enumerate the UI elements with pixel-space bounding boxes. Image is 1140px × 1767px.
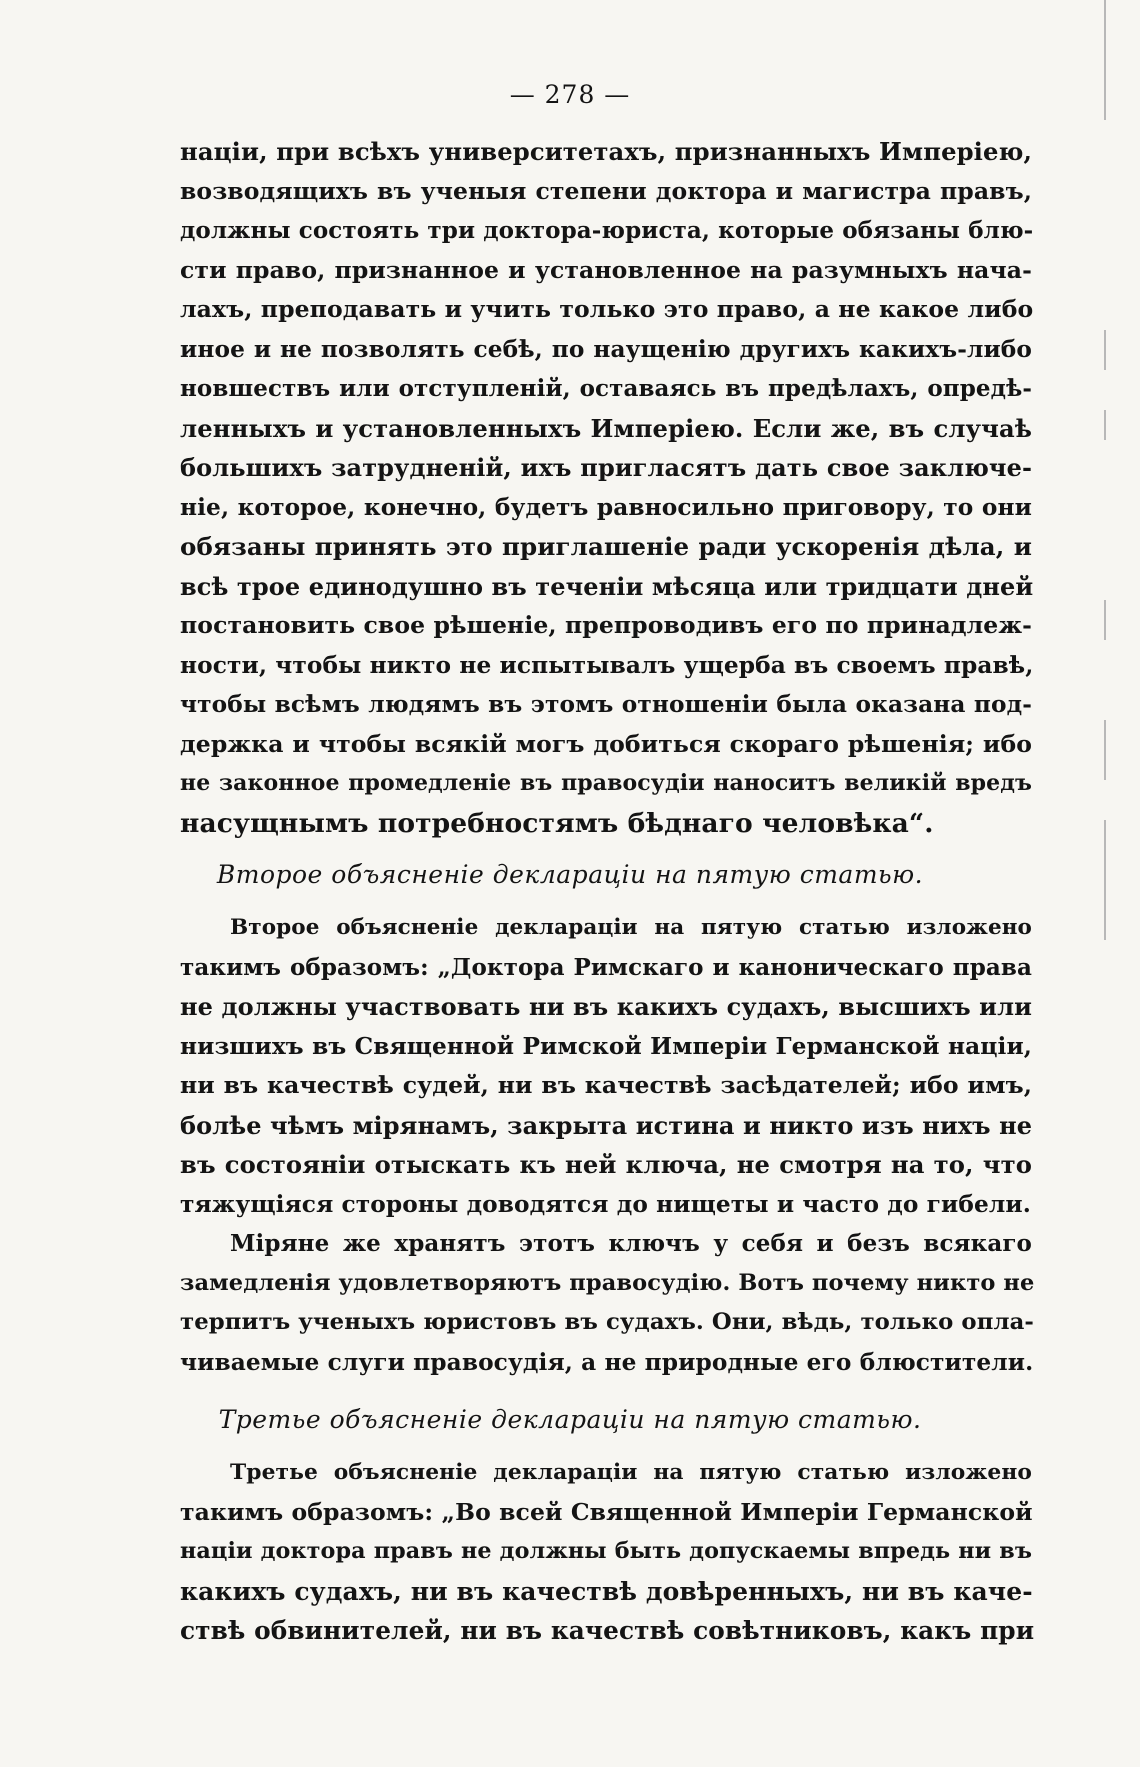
text-line: новшествъ или отступленій, оставаясь въ предѣлахъ, опредѣ- — [180, 375, 1032, 402]
section-heading-third-explanation: Третье объясненіе деклараціи на пятую статью. — [218, 1405, 922, 1434]
text-line: ни въ качествѣ судей, ни въ качествѣ засѣдателей; ибо имъ, — [180, 1071, 1032, 1099]
text-line: чиваемые слуги правосудія, а не природные его блюстители. — [180, 1348, 1034, 1376]
paragraph-4 — [180, 1453, 1035, 1651]
text-line: въ состояніи отыскать къ ней ключа, не смотря на то, что — [180, 1150, 1032, 1179]
scan-edge-mark — [1104, 820, 1106, 940]
text-line: ніе, которое, конечно, будетъ равносильно приговору, то они — [180, 493, 1032, 521]
text-line: болѣе чѣмъ мірянамъ, закрыта истина и никто изъ нихъ не — [180, 1110, 1033, 1140]
text-line: ствѣ обвинителей, ни въ качествѣ совѣтниковъ, какъ при — [180, 1616, 1035, 1645]
text-line: какихъ судахъ, ни въ качествѣ довѣренныхъ, ни въ каче- — [180, 1576, 1033, 1606]
text-line: постановить свое рѣшеніе, препроводивъ его по принадлеж- — [180, 611, 1032, 639]
text-line: всѣ трое единодушно въ теченіи мѣсяца или тридцати дней — [180, 571, 1034, 601]
text-line: не законное промедленіе въ правосудіи наноситъ великій вредъ — [180, 770, 1032, 796]
paragraph-1 — [180, 132, 1032, 843]
text-line: такимъ образомъ: „Во всей Священной Имперіи Германской — [180, 1497, 1033, 1526]
scan-edge-mark — [1104, 720, 1106, 780]
text-line: обязаны принять это приглашеніе ради ускоренія дѣла, и — [180, 532, 1032, 561]
text-line: ности, чтобы никто не испытывалъ ущерба въ своемъ правѣ, — [180, 651, 1034, 679]
text-line: иное и не позволять себѣ, по наущенію другихъ какихъ-либо — [180, 335, 1032, 363]
text-line: терпитъ ученыхъ юристовъ въ судахъ. Они, вѣдь, только опла- — [180, 1309, 1034, 1335]
text-line: Третье объясненіе деклараціи на пятую статью изложено — [230, 1460, 1032, 1485]
text-line: насущнымъ потребностямъ бѣднаго человѣка“. — [180, 807, 934, 839]
text-line: Второе объясненіе деклараціи на пятую статью изложено — [230, 915, 1032, 940]
scan-edge-mark — [1104, 600, 1106, 640]
text-line: такимъ образомъ: „Доктора Римскаго и каноническаго права — [180, 953, 1032, 981]
text-line: націи, при всѣхъ университетахъ, признанныхъ Имперіею, — [180, 137, 1032, 166]
text-line: сти право, признанное и установленное на разумныхъ нача- — [180, 255, 1032, 284]
scan-edge-mark — [1104, 410, 1106, 440]
scan-edge-mark — [1104, 0, 1106, 120]
section-heading-second-explanation: Второе объясненіе деклараціи на пятую статью. — [216, 860, 924, 889]
text-line: не должны участвовать ни въ какихъ судахъ, высшихъ или — [180, 992, 1032, 1021]
text-line: должны состоять три доктора-юриста, которые обязаны блю- — [180, 217, 1034, 244]
text-line: возводящихъ въ ученыя степени доктора и магистра правъ, — [180, 176, 1032, 205]
text-line: замедленія удовлетворяютъ правосудію. Вотъ почему никто не — [180, 1269, 1035, 1296]
text-line: низшихъ въ Священной Римской Имперіи Германской націи, — [180, 1032, 1032, 1060]
text-line: лахъ, преподавать и учить только это право, а не какое либо — [180, 295, 1034, 323]
paragraph-2 — [180, 908, 1032, 1224]
text-line: ленныхъ и установленныхъ Имперіею. Если же, въ случаѣ — [180, 413, 1032, 443]
page-number: — 278 — — [509, 80, 631, 109]
scan-edge-mark — [1104, 330, 1106, 370]
text-line: тяжущіяся стороны доводятся до нищеты и часто до гибели. — [180, 1190, 1031, 1218]
text-line: большихъ затрудненій, ихъ пригласятъ дать свое заключе- — [180, 453, 1032, 482]
text-line: чтобы всѣмъ людямъ въ этомъ отношеніи была оказана под- — [180, 691, 1032, 718]
text-line: Міряне же хранятъ этотъ ключъ у себя и безъ всякаго — [230, 1230, 1032, 1257]
text-line: держка и чтобы всякій могъ добиться скораго рѣшенія; ибо — [180, 729, 1032, 758]
text-line: націи доктора правъ не должны быть допускаемы впредь ни въ — [180, 1538, 1032, 1564]
paragraph-3 — [180, 1224, 1035, 1382]
